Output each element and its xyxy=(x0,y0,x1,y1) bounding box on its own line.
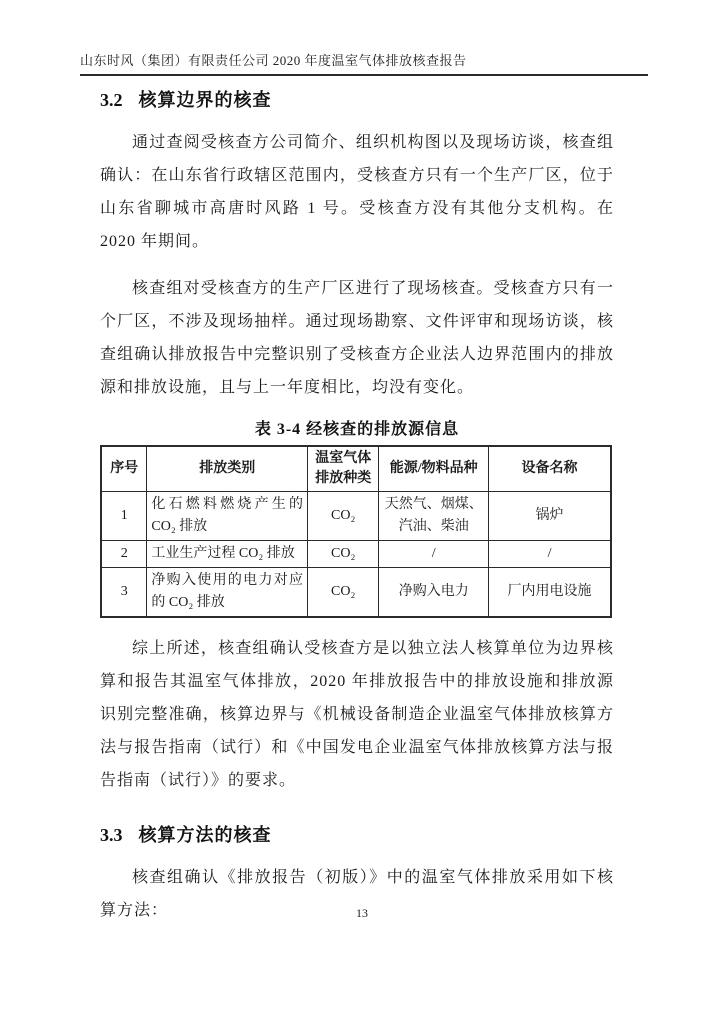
section-3-3-heading xyxy=(100,821,614,847)
table-header-row xyxy=(101,446,611,492)
col-header-equipment: 设备名称 xyxy=(489,446,611,492)
header-title: 山东时风（集团）有限责任公司 2020 年度温室气体排放核查报告 xyxy=(80,53,467,68)
cell-index: 2 xyxy=(101,541,147,568)
page-header xyxy=(80,50,648,76)
cell-energy-material: 净购入电力 xyxy=(379,568,489,618)
col-header-energy-material: 能源/物料品种 xyxy=(379,446,489,492)
paragraph-conclusion: 综上所述，核查组确认受核查方是以独立法人核算单位为边界核算和报告其温室气体排放，2020 年排放报告中的排放设施和排放源识别完整准确，核算边界与《机械设备制造企业温室气体排放核算方法与报告指南（试行）和《中国发电企业温室气体排放核算方法与报告指南（试行）》的要求。 xyxy=(100,640,614,789)
cell-category: 化石燃料燃烧产生的 CO₂ 排放 xyxy=(147,492,308,541)
cell-category: 工业生产过程 CO₂ 排放 xyxy=(147,541,308,568)
cell-index: 1 xyxy=(101,492,147,541)
page-number: 13 xyxy=(356,906,368,920)
table-row xyxy=(101,492,611,541)
section-3-3-title: 核算方法的核查 xyxy=(138,825,272,845)
cell-gas-type: CO₂ xyxy=(308,492,379,541)
cell-gas-type: CO₂ xyxy=(308,541,379,568)
cell-category: 净购入使用的电力对应的 CO₂ 排放 xyxy=(147,568,308,618)
section-3-2-heading xyxy=(100,86,614,112)
paragraph-method-intro: 核查组确认《排放报告（初版）》中的温室气体排放采用如下核算方法： xyxy=(100,869,614,919)
cell-gas-type: CO₂ xyxy=(308,568,379,618)
section-3-2-number: 3.2 xyxy=(100,90,123,110)
cell-equipment: / xyxy=(489,541,611,568)
table-caption: 表 3-4 经核查的排放源信息 xyxy=(254,421,460,438)
cell-equipment: 锅炉 xyxy=(489,492,611,541)
col-header-category: 排放类别 xyxy=(147,446,308,492)
cell-energy-material: / xyxy=(379,541,489,568)
table-row xyxy=(101,568,611,618)
cell-equipment: 厂内用电设施 xyxy=(489,568,611,618)
cell-energy-material: 天然气、烟煤、汽油、柴油 xyxy=(379,492,489,541)
paragraph-boundary-1: 通过查阅受核查方公司简介、组织机构图以及现场访谈，核查组确认：在山东省行政辖区范围内，受核查方只有一个生产厂区，位于山东省聊城市高唐时风路 1 号。受核查方没有其他分支机构。在 2020 年期间。 xyxy=(100,134,614,250)
section-3-2-title: 核算边界的核查 xyxy=(138,90,272,110)
paragraph-boundary-2: 核查组对受核查方的生产厂区进行了现场核查。受核查方只有一个厂区，不涉及现场抽样。通过现场勘察、文件评审和现场访谈，核查组确认排放报告中完整识别了受核查方企业法人边界范围内的排放源和排放设施，且与上一年度相比，均没有变化。 xyxy=(100,280,614,396)
page-content xyxy=(100,86,614,927)
col-header-gas-type: 温室气体排放种类 xyxy=(308,446,379,492)
section-3-3-number: 3.3 xyxy=(100,825,123,845)
table-row xyxy=(101,541,611,568)
page-footer xyxy=(0,906,724,921)
cell-index: 3 xyxy=(101,568,147,618)
col-header-index: 序号 xyxy=(101,446,147,492)
emission-sources-table xyxy=(100,445,612,618)
